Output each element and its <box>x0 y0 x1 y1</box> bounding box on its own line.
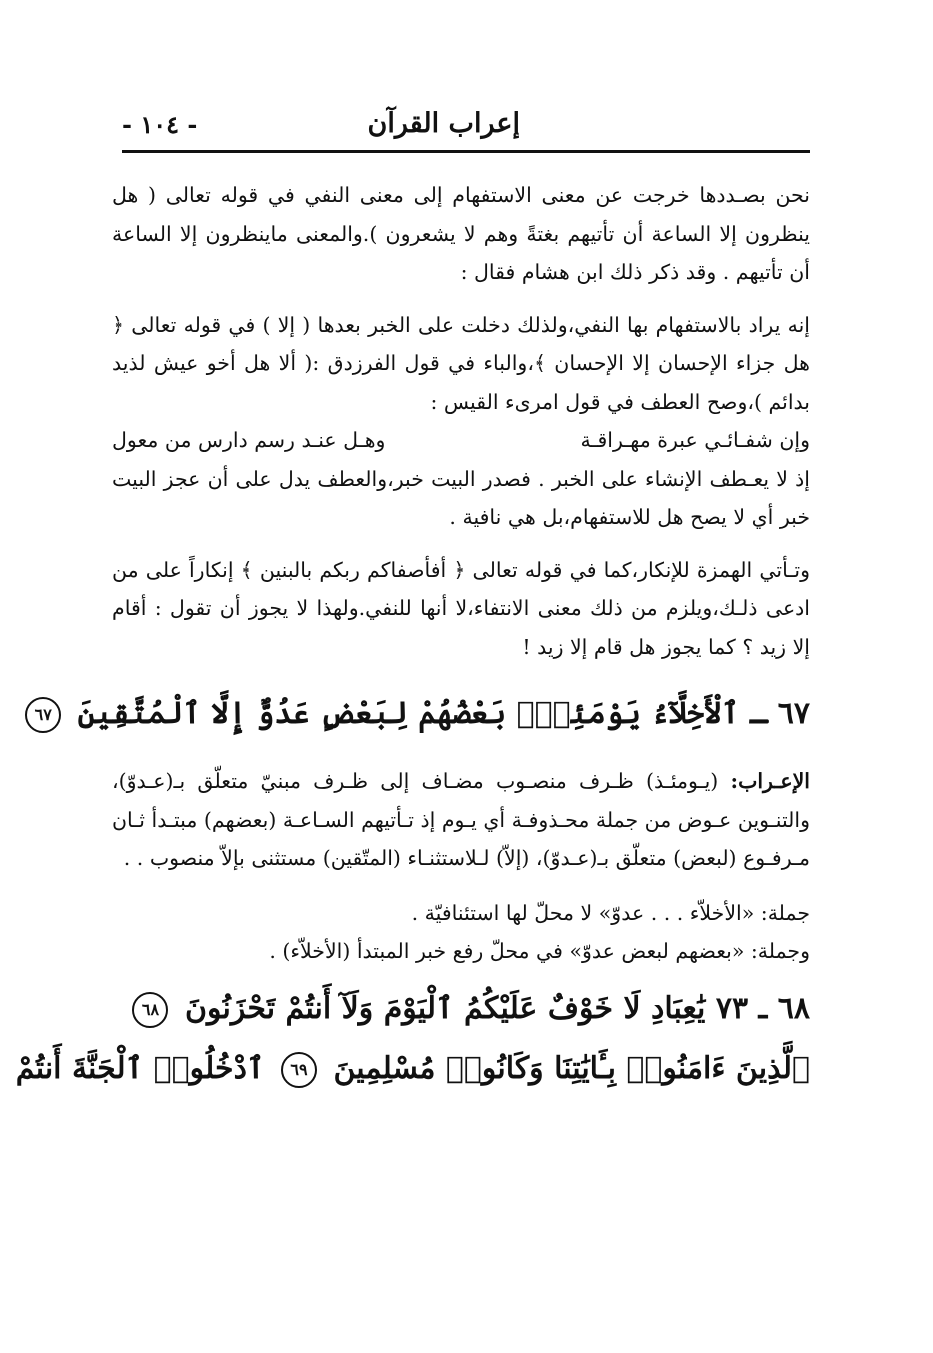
irab-label: الإعـراب: <box>730 769 810 793</box>
verse-range-number: ٦٨ ـ ٧٣ <box>715 990 810 1026</box>
irab-text: (يـومئـذ) ظـرف منصـوب مضـاف إلى ظـرف مبنيّ متعلّق بـ(عـدوّ)، والتنـوين عـوض من جملة محـذوفـة أي يـوم إذ تـأتيهم السـاعـة (بعضهم) مبتـدأ ثـان مـرفـوع (لبعض) متعلّق بـ(عـدوّ)، (إلاّ) لـلاستثنـاء (المتّقين) مستثنى بإلاّ منصوب . . <box>112 769 810 870</box>
verse-first-hemistich: وإن شفـائـي عبرة مهـراقـة <box>580 428 810 452</box>
paragraph-2: إنه يراد بالاستفهام بها النفي،ولذلك دخلت على الخبر بعدها ( إلا ) في قوله تعالى ﴿ هل جزاء الإحسان إلا الإحسان ﴾،والباء في قول الفرزدق :( ألا هل أخو عيش لذيد بدائم )،وصح العطف في قول امرىء القيس : <box>112 312 810 414</box>
jumla-2: وجملة: «بعضهم لبعض عدوّ» في محلّ رفع خبر المبتدأ (الأخلاّء) . <box>269 939 810 963</box>
page-number: - ١٠٤ - <box>122 110 198 139</box>
verse-text: ٱلْأَخِلَّآءُ يَوْمَئِذٍۭ بَعْضُهُمْ لِبَعْضٍ عَدُوٌّ إِلَّا ٱلْمُتَّقِينَ <box>77 696 740 731</box>
verse-text: ٱلَّذِينَ ءَامَنُوا۟ بِـَٔايَٰتِنَا وَكَانُوا۟ مُسْلِمِينَ <box>333 1050 810 1086</box>
quran-verse-68 <box>112 979 810 1039</box>
irab-section <box>112 762 810 971</box>
paragraph-3: إذ لا يعـطف الإنشاء على الخبر . فصدر البيت خبر،والعطف يدل على أن عجز البيت خبر أي لا يصح هل للاستفهام،بل هي نافية . <box>112 466 810 529</box>
verse-text: ٱدْخُلُوا۟ ٱلْجَنَّةَ أَنتُمْ <box>15 1050 265 1086</box>
header-divider <box>122 150 810 153</box>
book-title: إعراب القرآن <box>367 108 520 139</box>
ayah-end-mark: ٦٩ <box>281 1052 317 1088</box>
jumla-1: جملة: «الأخلاّء . . . عدوّ» لا محلّ لها استئنافيّة . <box>411 900 810 925</box>
paragraph-1: نحن بصـددها خرجت عن معنى الاستفهام إلى معنى النفي في قوله تعالى ( هل ينظرون إلا الساعة أن تأتيهم بغتةً وهم لا يشعرون ).والمعنى ماينظرون إلا الساعة أن تأتيهم . وقد ذكر ذلك ابن هشام فقال : <box>112 183 810 284</box>
ayah-end-mark: ٦٨ <box>132 992 168 1028</box>
irab-paragraph <box>112 762 810 878</box>
quran-verse-69-70 <box>15 1039 810 1099</box>
verse-text: يَٰعِبَادِ لَا خَوْفٌ عَلَيْكُمُ ٱلْيَوْمَ وَلَآ أَنتُمْ تَحْزَنُونَ <box>184 990 706 1026</box>
poetry-verse <box>112 421 810 460</box>
verse-number: ٦٧ ـ <box>749 696 810 731</box>
quran-verse-67 <box>34 684 810 744</box>
paragraph-4: وتـأتي الهمزة للإنكار،كما في قوله تعالى ﴿ أفأصفاكم ربكم بالبنين ﴾ إنكاراً على من ادعى ذلـك،ويلزم من ذلك معنى الانتفاء،لا أنها للنفي.ولهذا لا يجوز أن تقول : أقام إلا زيد ؟ كما يجوز هل قام إلا زيد ! <box>112 557 810 659</box>
verse-second-hemistich: وهـل عنـد رسم دارس من معول <box>112 428 386 452</box>
ayah-end-mark: ٦٧ <box>25 697 61 733</box>
page-header <box>122 102 810 148</box>
page-body <box>15 176 810 1099</box>
